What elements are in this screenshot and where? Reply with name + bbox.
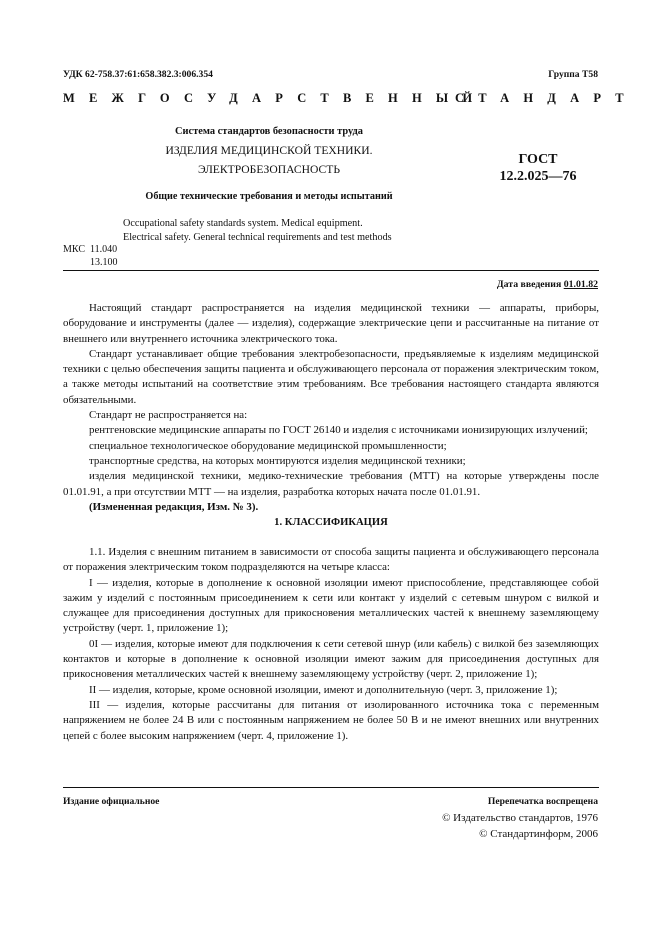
main-title-line1: ИЗДЕЛИЯ МЕДИЦИНСКОЙ ТЕХНИКИ. bbox=[165, 144, 373, 157]
english-title-line2: Electrical safety. General technical requirements and test methods bbox=[123, 232, 392, 243]
banner-standard: СТАНДАРТ bbox=[455, 91, 638, 105]
date-of-introduction bbox=[497, 279, 598, 290]
intro-paragraph: Стандарт устанавливает общие требования электробезопасности, предъявляемые к изделиям медицинской техники с целью обеспечения защиты пациента и обслуживающего персонала от поражения электрическим током, а также методы испытаний на соответствие этим требованиям. Все требования настоящего стандарта являются обязательными. bbox=[63, 347, 599, 406]
mks-label: МКС bbox=[63, 244, 85, 255]
system-title: Система стандартов безопасности труда bbox=[175, 126, 363, 137]
footer-divider bbox=[63, 787, 599, 788]
amendment-note: (Измененная редакция, Изм. № 3). bbox=[89, 500, 259, 513]
section-paragraph: 1.1. Изделия с внешним питанием в зависимости от способа защиты пациента и обслуживающего персонала от поражения электрическим током подразделяются на четыре класса: bbox=[63, 546, 599, 574]
gost-number: 12.2.025—76 bbox=[499, 169, 577, 184]
section-paragraph: III — изделия, которые рассчитаны для питания от изолированного источника тока с переменным напряжением не более 24 В или с постоянным напряжением не более 50 В и не имеют внешних или внутренних цепей с более высоким напряжением (черт. 4, приложение 1). bbox=[63, 698, 599, 742]
section-paragraph: II — изделия, которые, кроме основной изоляции, имеют и дополнительную (черт. 3, приложение 1); bbox=[89, 683, 558, 696]
intro-paragraph: Настоящий стандарт распространяется на изделия медицинской техники — аппараты, приборы, оборудование и инструменты (далее — изделия), содержащие электрические цепи и рассчитанные на питание от внешнего или внутреннего источника электрического тока. bbox=[63, 302, 599, 345]
intro-paragraph: транспортные средства, на которых монтируются изделия медицинской техники; bbox=[89, 454, 466, 467]
group-code: Группа Т58 bbox=[548, 69, 598, 80]
copyright-line-2: © Стандартинформ, 2006 bbox=[479, 828, 598, 840]
section-title: 1. КЛАССИФИКАЦИЯ bbox=[274, 517, 388, 528]
date-intro-label: Дата введения bbox=[496, 279, 562, 290]
reprint-notice: Перепечатка воспрещена bbox=[487, 796, 598, 807]
copyright-line-1: © Издательство стандартов, 1976 bbox=[442, 812, 598, 824]
main-title-line2: ЭЛЕКТРОБЕЗОПАСНОСТЬ bbox=[198, 163, 340, 176]
date-intro-value: 01.01.82 bbox=[563, 279, 598, 290]
edition-label: Издание официальное bbox=[63, 796, 160, 807]
intro-paragraph: специальное технологическое оборудование медицинской промышленности; bbox=[89, 439, 447, 452]
intro-paragraph: рентгеновские медицинские аппараты по ГОСТ 26140 и изделия с источниками ионизирующих излучений; bbox=[89, 424, 588, 437]
mks-code-1: 11.040 bbox=[90, 244, 118, 255]
gost-label: ГОСТ bbox=[518, 152, 558, 167]
intro-paragraph: изделия медицинской техники, медико-технические требования (МТТ) на которые утверждены после 01.01.91, а при отсутствии МТТ — на изделия, разработка которых начата после 01.01.91. bbox=[63, 470, 599, 498]
subtitle: Общие технические требования и методы испытаний bbox=[145, 191, 393, 202]
udk-code: УДК 62-758.37:61:658.382.3:006.354 bbox=[63, 69, 213, 80]
section-paragraph: I — изделия, которые в дополнение к основной изоляции имеют приспособление, представляющее собой зажим у изделий с постоянным присоединением к сети или контакт у изделий с сетевым шнуром с вилкой и служащее для присоединения доступных для прикосновения металлических частей к внешнему заземляющему устройству (черт. 1, приложение 1); bbox=[63, 576, 599, 635]
intro-text bbox=[63, 301, 599, 515]
header-divider bbox=[63, 270, 599, 271]
section-text bbox=[63, 545, 599, 744]
section-paragraph: 0I — изделия, которые имеют для подключения к сети сетевой шнур (или кабель) с вилкой без заземляющих контактов и которые в дополнение к основной изоляции имеют зажим для присоединения доступных для прикосновения металлических частей к внешнему заземляющему устройству (черт. 2, приложение 1); bbox=[63, 637, 599, 681]
banner-interstate: МЕЖГОСУДАРСТВЕННЫЙ bbox=[63, 91, 487, 105]
intro-paragraph: Стандарт не распространяется на: bbox=[89, 409, 248, 422]
english-title-line1: Occupational safety standards system. Medical equipment. bbox=[123, 218, 363, 229]
mks-code-2: 13.100 bbox=[90, 257, 118, 268]
